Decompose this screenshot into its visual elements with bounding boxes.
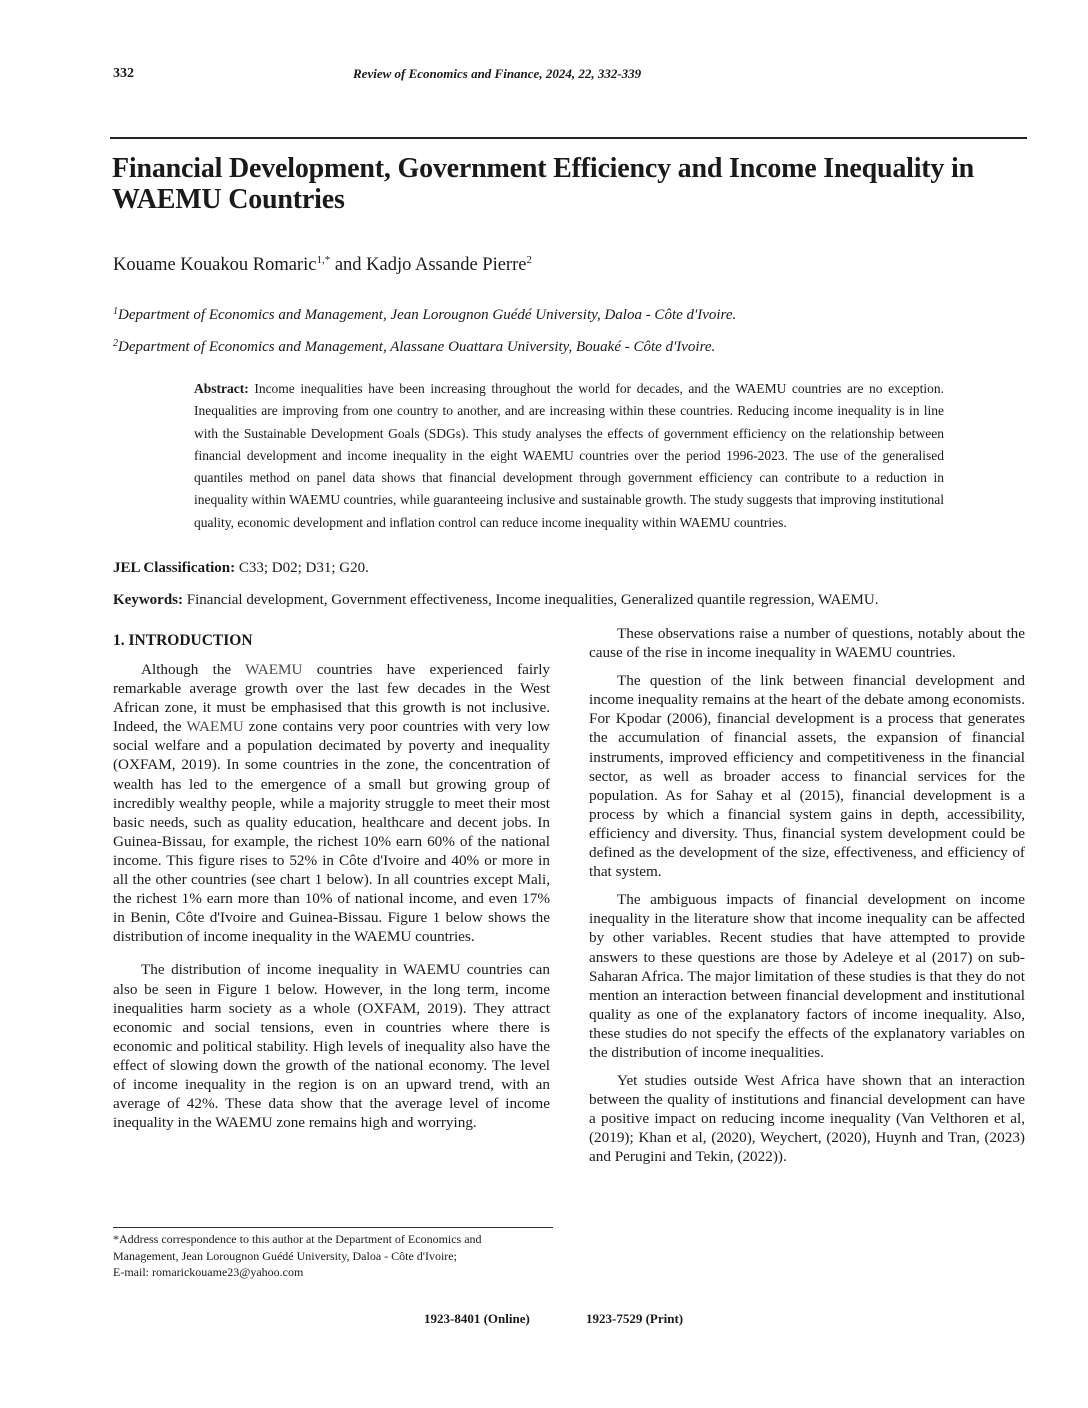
footnote-rule: [113, 1227, 553, 1228]
page-number: 332: [113, 66, 134, 81]
article-title: [112, 153, 1032, 215]
body-paragraph: The question of the link between financial development and income inequality remains at the heart of the debate among economists. For Kpodar (2006), financial development is a process that generates the accumulation of financial assets, the expansion of financial instruments, improved efficiency and competitiveness in the financial sector, as well as broader access to financial services for the population. As for Sahay et al (2015), financial development is a process by which a financial system gains in depth, accessibility, efficiency and diversity. Thus, financial system development could be defined as the development of the size, effectiveness, and efficiency of that system.: [589, 672, 1025, 881]
right-column: [589, 624, 1025, 1167]
jel-codes: C33; D02; D31; G20.: [235, 560, 369, 576]
article-title-line2: WAEMU Countries: [112, 184, 345, 215]
keywords-list: Financial development, Government effectiveness, Income inequalities, Generalized quantile regression, WAEMU.: [183, 592, 879, 608]
correspondence-footnote: [113, 1231, 553, 1281]
abstract-text: Income inequalities have been increasing throughout the world for decades, and the WAEMU countries are no exception. Inequalities are improving from one country to another, and are increasing within these countries. Reducing income inequality is in line with the Sustainable Development Goals (SDGs). This study analyses the effects of government efficiency on the relationship between financial development and income inequality in the eight WAEMU countries over the period 1996-2023. The use of the generalised quantiles method on panel data shows that financial development through government efficiency can contribute to a reduction in inequality within WAEMU countries, while guaranteeing inclusive and sustainable growth. The study suggests that improving institutional quality, economic development and inflation control can reduce income inequality within WAEMU countries.: [194, 381, 944, 530]
header-rule: [110, 137, 1027, 139]
keywords-label: Keywords:: [113, 592, 183, 608]
footnote-line: Management, Jean Lorougnon Guédé University, Daloa - Côte d'Ivoire;: [113, 1248, 457, 1263]
body-paragraph: The distribution of income inequality in WAEMU countries can also be seen in Figure 1 below. However, in the long term, income inequalities harm society as a whole (OXFAM, 2019). They attract economic and social tensions, even in countries where there is economic and political stability. High levels of inequality also have the effect of slowing down the growth of the national economy. The level of income inequality in the region is on an upward trend, with an average of 42%. These data show that the average level of income inequality in the WAEMU zone remains high and worrying.: [113, 961, 550, 1132]
issn-print: 1923-7529 (Print): [586, 1311, 684, 1326]
author-affiliation-marker: 1,*: [316, 254, 331, 266]
author-name: Kouame Kouakou Romaric: [113, 255, 317, 275]
body-paragraph: The ambiguous impacts of financial development on income inequality in the literature show that income inequality can be affected by other variables. Recent studies that have attempted to provide answers to these questions are those by Adeleye et al (2017) on sub-Saharan Africa. The major limitation of these studies is that they do not mention an interaction between financial development and institutional quality as one of the explanatory factors of income inequality. Also, these studies do not specify the effects of the explanatory variables on the distribution of income inequalities.: [589, 891, 1025, 1061]
body-paragraph: Yet studies outside West Africa have shown that an interaction between the quality of institutions and financial development can have a positive impact on reducing income inequality (Van Velthoren et al, (2019); Khan et al, (2020), Weychert, (2020), Huynh and Tran, (2023) and Perugini and Tekin, (2022)).: [589, 1072, 1025, 1166]
keywords: [113, 592, 878, 609]
affiliation-text: Department of Economics and Management, Alassane Ouattara University, Bouaké - Côte d'Ivoire.: [118, 339, 716, 355]
term-link[interactable]: WAEMU: [186, 718, 244, 736]
journal-citation: Review of Economics and Finance, 2024, 22, 332-339: [353, 66, 642, 81]
section-heading: 1. INTRODUCTION: [113, 632, 253, 649]
footnote-line: *Address correspondence to this author at the Department of Economics and: [113, 1232, 482, 1246]
jel-label: JEL Classification:: [113, 560, 236, 576]
author-list: [113, 254, 532, 276]
footnote-email: E-mail: romarickouame23@yahoo.com: [113, 1265, 304, 1279]
affiliation-marker: 2: [113, 338, 118, 349]
abstract-label: Abstract:: [194, 381, 249, 396]
left-column: [113, 660, 550, 1132]
term-link[interactable]: WAEMU: [245, 661, 303, 678]
body-paragraph: [113, 660, 550, 946]
affiliation: [113, 338, 715, 356]
affiliation-text: Department of Economics and Management, Jean Lorougnon Guédé University, Daloa - Côte d'Ivoire.: [118, 307, 737, 323]
body-paragraph: These observations raise a number of questions, notably about the cause of the rise in income inequality in WAEMU countries.: [589, 625, 1025, 662]
author-connector: and: [330, 255, 367, 275]
body-text: Although the: [141, 661, 246, 678]
body-text: zone contains very poor countries with very low social welfare and a population decimated by poverty and inequality (OXFAM, 2019). In some countries in the zone, the concentration of wealth has led to the emergence of a small but growing group of incredibly wealthy people, while a majority struggle to meet their most basic needs, such as quality education, healthcare and decent jobs. In Guinea-Bissau, for example, the richest 10% earn 60% of the national income. This figure rises to 52% in Côte d'Ivoire and 40% or more in all the other countries (see chart 1 below). In all countries except Mali, the richest 1% earn more than 10% of national income, and even 17% in Benin, Côte d'Ivoire and Guinea-Bissau. Figure 1 below shows the distribution of income inequality in the WAEMU countries.: [113, 718, 551, 946]
author-name: Kadjo Assande Pierre: [366, 255, 527, 275]
jel-classification: [113, 560, 369, 577]
affiliation-marker: 1: [113, 306, 118, 317]
body-text: countries have experienced fairly remarkable average growth over the last few decades in the West African zone, it must be emphasised that this growth is not inclusive. Indeed, the: [113, 661, 551, 736]
issn-online: 1923-8401 (Online): [424, 1311, 530, 1326]
article-title-line1: Financial Development, Government Efficiency and Income Inequality in: [112, 153, 974, 184]
author-affiliation-marker: 2: [526, 254, 532, 266]
abstract: [194, 378, 944, 534]
affiliation: [113, 306, 736, 324]
